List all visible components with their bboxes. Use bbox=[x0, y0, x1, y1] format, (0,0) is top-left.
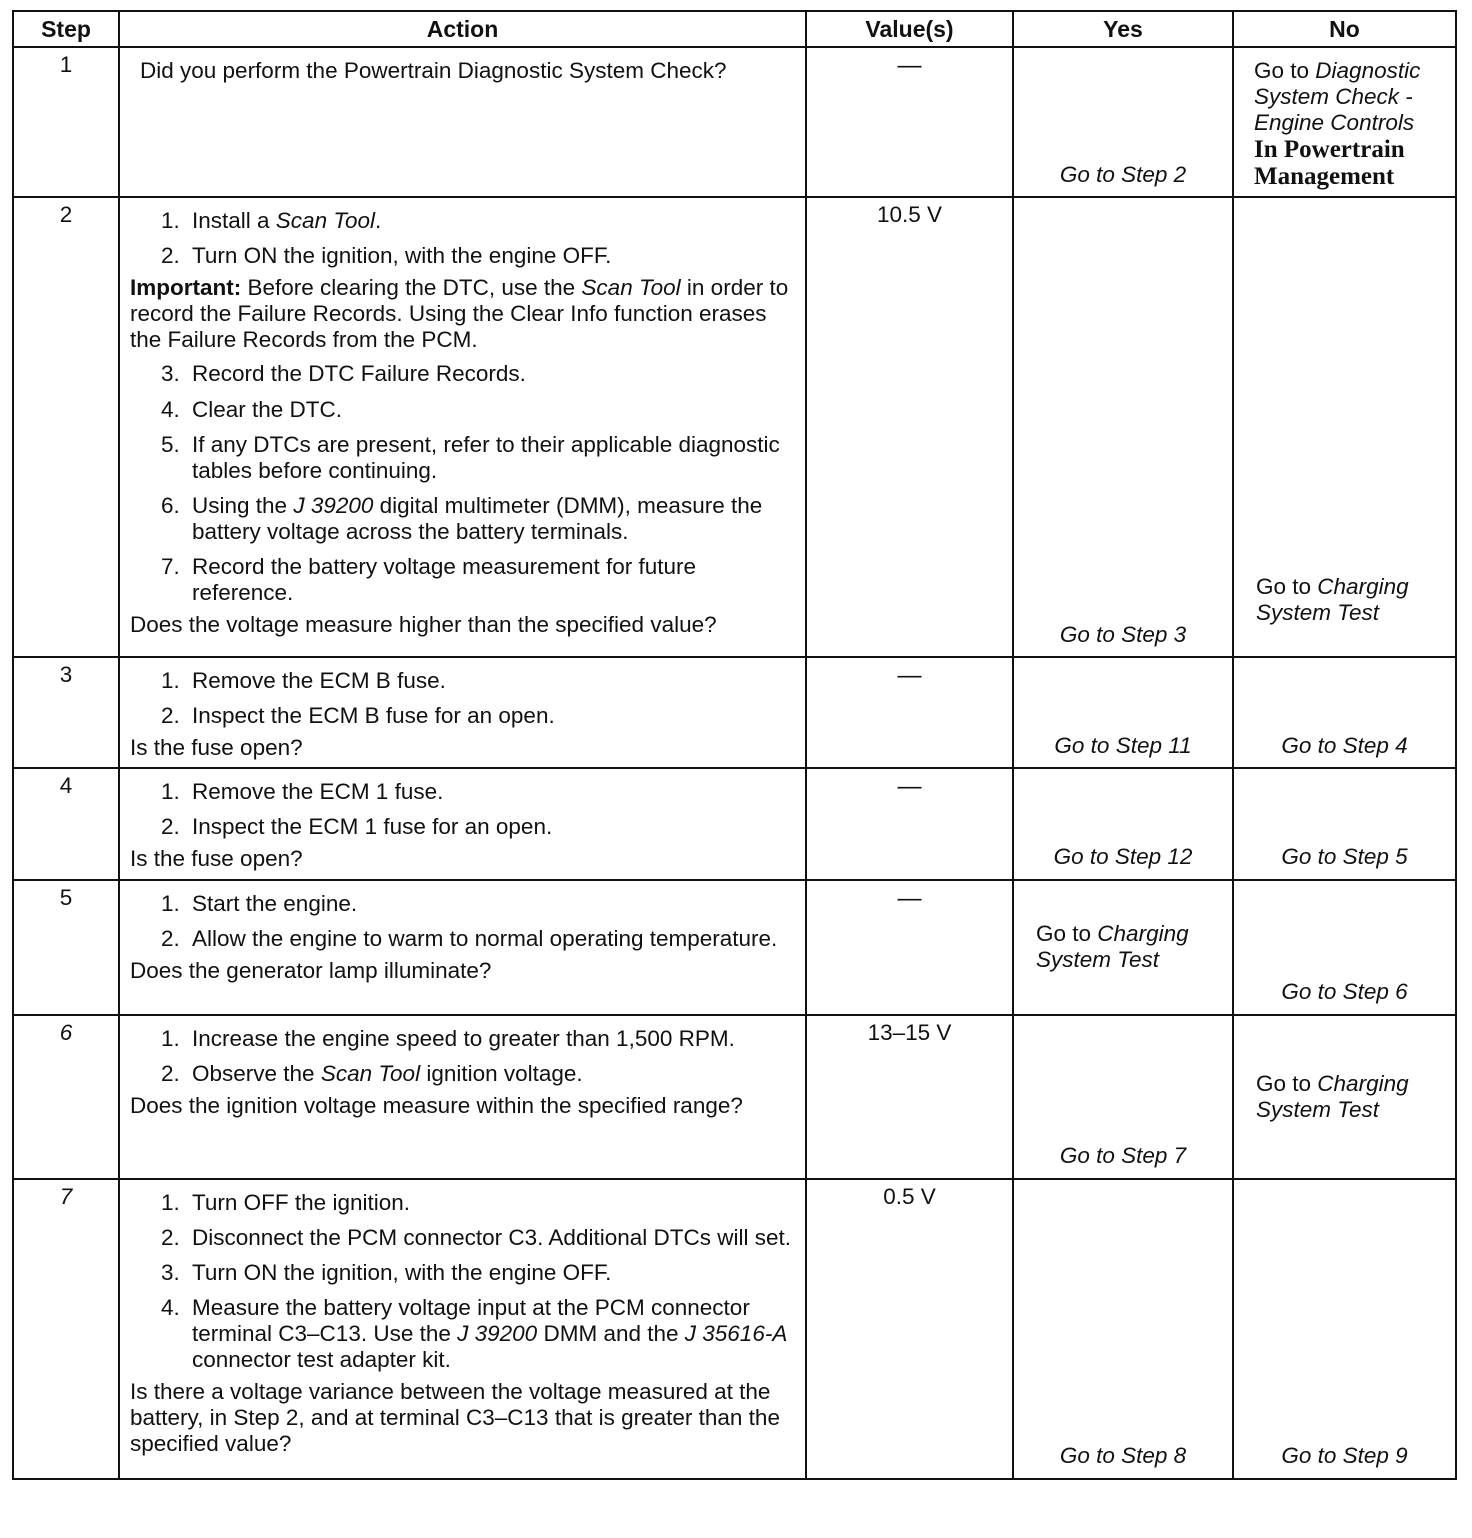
header-row bbox=[13, 11, 1456, 47]
yes-cell bbox=[1013, 1015, 1233, 1179]
value-cell: — bbox=[806, 657, 1013, 768]
list-item: 1. Install a Scan Tool. bbox=[186, 208, 797, 234]
goto-step-link[interactable]: Go to Step 12 bbox=[1053, 844, 1193, 870]
yes-cell bbox=[1013, 197, 1233, 657]
list-item: 5. If any DTCs are present, refer to their applicable diagnostic tables before continuing. bbox=[186, 432, 797, 484]
list-item: 1. Remove the ECM B fuse. bbox=[186, 668, 797, 694]
action-list bbox=[128, 779, 797, 840]
action-list bbox=[128, 668, 797, 729]
value-cell: — bbox=[806, 47, 1013, 197]
goto-step-link[interactable]: Go to Step 2 bbox=[1059, 161, 1187, 187]
no-cell bbox=[1233, 47, 1456, 197]
header-step: Step bbox=[13, 11, 119, 47]
step-number: 3 bbox=[13, 657, 119, 768]
action-cell bbox=[119, 1015, 806, 1179]
list-item: 3. Turn ON the ignition, with the engine OFF. bbox=[186, 1260, 797, 1286]
list-item: 2. Inspect the ECM 1 fuse for an open. bbox=[186, 814, 797, 840]
important-note: Important: Before clearing the DTC, use the Scan Tool in order to record the Failure Records. Using the Clear Info function erases the Failure Records from the PCM. bbox=[130, 275, 789, 353]
action-question: Did you perform the Powertrain Diagnostic System Check? bbox=[140, 58, 727, 83]
action-list bbox=[128, 1190, 797, 1374]
table-row bbox=[13, 1179, 1456, 1479]
table-row bbox=[13, 1015, 1456, 1179]
table-row bbox=[13, 657, 1456, 768]
goto-step-link[interactable]: Go to Step 11 bbox=[1054, 733, 1192, 759]
list-item: 1. Turn OFF the ignition. bbox=[186, 1190, 797, 1216]
action-question: Is the fuse open? bbox=[130, 846, 303, 872]
action-question: Is the fuse open? bbox=[130, 735, 303, 761]
action-cell bbox=[119, 657, 806, 768]
action-question: Does the voltage measure higher than the specified value? bbox=[130, 612, 717, 638]
no-cell bbox=[1233, 657, 1456, 768]
goto-step-link[interactable]: Go to Step 7 bbox=[1059, 1143, 1187, 1169]
goto-procedure-link[interactable]: Charging System Test bbox=[1256, 1070, 1409, 1122]
no-goto-block bbox=[1242, 52, 1447, 190]
action-cell bbox=[119, 197, 806, 657]
manual-reference-line1: In Powertrain bbox=[1254, 136, 1405, 164]
yes-cell bbox=[1013, 1179, 1233, 1479]
list-item: 2. Inspect the ECM B fuse for an open. bbox=[186, 703, 797, 729]
no-cell bbox=[1233, 197, 1456, 657]
goto-prefix: Go to bbox=[1256, 1070, 1318, 1096]
table-row bbox=[13, 197, 1456, 657]
yes-cell bbox=[1013, 657, 1233, 768]
list-item: 2. Observe the Scan Tool ignition voltage. bbox=[186, 1061, 797, 1087]
list-item: 2. Turn ON the ignition, with the engine OFF. bbox=[186, 243, 797, 269]
value-cell: 13–15 V bbox=[806, 1015, 1013, 1179]
action-list bbox=[128, 208, 797, 269]
goto-prefix: Go to bbox=[1254, 58, 1316, 83]
step-number: 1 bbox=[13, 47, 119, 197]
no-goto-block bbox=[1256, 1070, 1445, 1122]
header-values: Value(s) bbox=[806, 11, 1013, 47]
yes-cell bbox=[1013, 768, 1233, 879]
important-label: Important: bbox=[130, 275, 242, 301]
goto-step-link[interactable]: Go to Step 5 bbox=[1281, 844, 1408, 870]
goto-step-link[interactable]: Go to Step 8 bbox=[1059, 1443, 1187, 1469]
list-item: 1. Remove the ECM 1 fuse. bbox=[186, 779, 797, 805]
list-item: 6. Using the J 39200 digital multimeter (DMM), measure the battery voltage across the battery terminals. bbox=[186, 493, 797, 545]
list-item: 2. Disconnect the PCM connector C3. Additional DTCs will set. bbox=[186, 1225, 797, 1251]
goto-step-link[interactable]: Go to Step 3 bbox=[1059, 621, 1187, 647]
value-cell: 10.5 V bbox=[806, 197, 1013, 657]
goto-procedure-link[interactable]: Diagnostic System Check - Engine Controls bbox=[1254, 58, 1421, 136]
manual-reference-line2: Management bbox=[1254, 163, 1395, 191]
action-cell bbox=[119, 880, 806, 1015]
header-no: No bbox=[1233, 11, 1456, 47]
value-cell: 0.5 V bbox=[806, 1179, 1013, 1479]
goto-procedure-link[interactable]: Charging System Test bbox=[1256, 573, 1409, 625]
goto-step-link[interactable]: Go to Step 9 bbox=[1281, 1443, 1408, 1469]
list-item: 2. Allow the engine to warm to normal operating temperature. bbox=[186, 926, 797, 952]
table-row bbox=[13, 768, 1456, 879]
yes-cell bbox=[1013, 880, 1233, 1015]
list-item: 1. Start the engine. bbox=[186, 891, 797, 917]
step-number: 7 bbox=[13, 1179, 119, 1479]
no-cell bbox=[1233, 880, 1456, 1015]
value-cell: — bbox=[806, 768, 1013, 879]
value-cell: — bbox=[806, 880, 1013, 1015]
action-list bbox=[128, 891, 797, 952]
list-item: 4. Measure the battery voltage input at the PCM connector terminal C3–C13. Use the J 39200 DMM and the J 35616-A connector test adapter kit. bbox=[186, 1295, 797, 1373]
action-cell bbox=[119, 1179, 806, 1479]
action-question: Does the generator lamp illuminate? bbox=[130, 957, 492, 983]
list-item: 1. Increase the engine speed to greater than 1,500 RPM. bbox=[186, 1026, 797, 1052]
list-item: 3. Record the DTC Failure Records. bbox=[186, 361, 797, 387]
action-question: Does the ignition voltage measure within the specified range? bbox=[130, 1092, 743, 1118]
no-cell bbox=[1233, 1015, 1456, 1179]
table-row bbox=[13, 47, 1456, 197]
no-cell bbox=[1233, 768, 1456, 879]
action-cell bbox=[119, 47, 806, 197]
yes-cell bbox=[1013, 47, 1233, 197]
step-number: 2 bbox=[13, 197, 119, 657]
header-yes: Yes bbox=[1013, 11, 1233, 47]
no-goto-block bbox=[1256, 574, 1447, 626]
list-item: 7. Record the battery voltage measurement for future reference. bbox=[186, 554, 797, 606]
step-number: 5 bbox=[13, 880, 119, 1015]
yes-goto-block bbox=[1036, 921, 1222, 973]
step-number: 4 bbox=[13, 768, 119, 879]
action-question: Is there a voltage variance between the voltage measured at the battery, in Step 2, and at terminal C3–C13 that is greater than the specified value? bbox=[130, 1379, 780, 1457]
diagnostic-table bbox=[12, 10, 1457, 1480]
action-list bbox=[128, 361, 797, 606]
goto-prefix: Go to bbox=[1036, 920, 1098, 946]
goto-step-link[interactable]: Go to Step 4 bbox=[1281, 733, 1408, 759]
list-item: 4. Clear the DTC. bbox=[186, 397, 797, 423]
goto-prefix: Go to bbox=[1256, 573, 1318, 599]
no-cell bbox=[1233, 1179, 1456, 1479]
action-list bbox=[128, 1026, 797, 1087]
step-number: 6 bbox=[13, 1015, 119, 1179]
goto-step-link[interactable]: Go to Step 6 bbox=[1281, 979, 1408, 1005]
action-cell bbox=[119, 768, 806, 879]
header-action: Action bbox=[119, 11, 806, 47]
goto-procedure-link[interactable]: Charging System Test bbox=[1036, 920, 1189, 973]
table-row bbox=[13, 880, 1456, 1015]
